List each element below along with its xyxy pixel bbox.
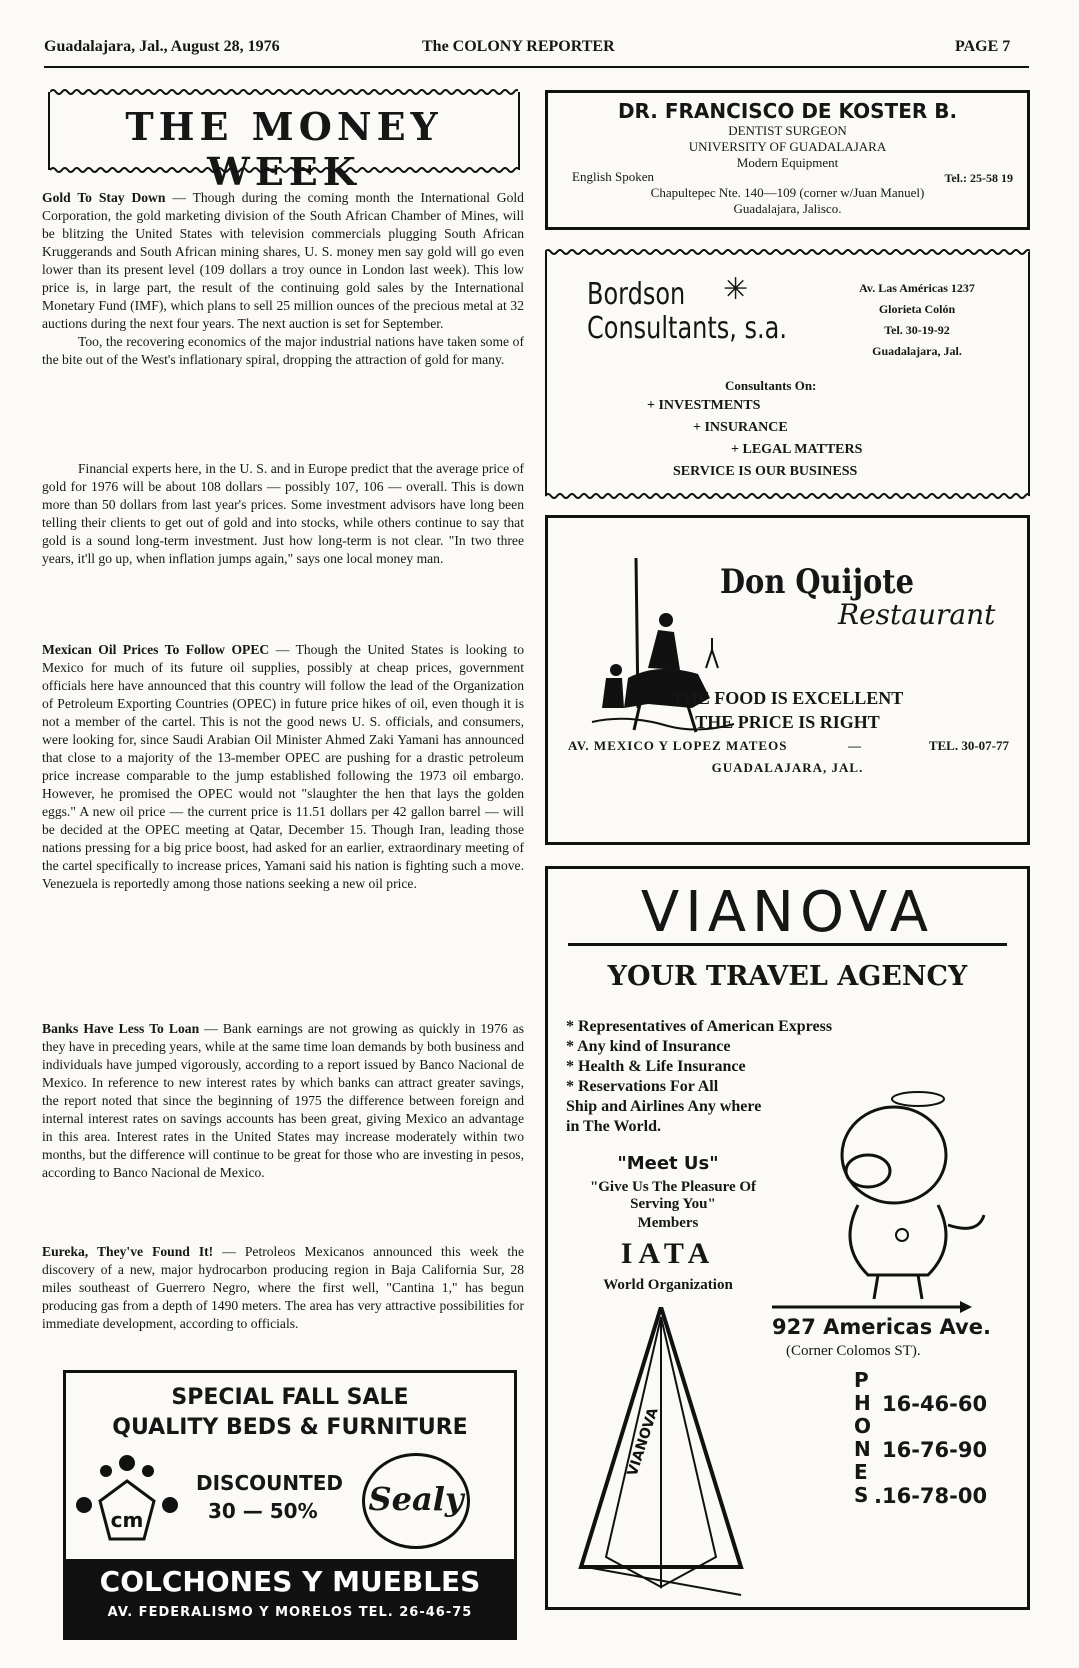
- ad-vianova: [545, 866, 1030, 1610]
- donquijote-city: GUADALAJARA, JAL.: [711, 760, 864, 775]
- bordson-item1: + INVESTMENTS: [647, 398, 761, 413]
- article-gold-forecast: [42, 460, 524, 568]
- vianova-b2-label: Any kind of Insurance: [577, 1038, 731, 1055]
- sealy-brand: Sealy: [368, 1480, 464, 1518]
- vianova-building-text: VIANOVA: [624, 1405, 662, 1479]
- vianova-bullet4: * Reservations For All: [566, 1078, 719, 1095]
- donquijote-address: AV. MEXICO Y LOPEZ MATEOS: [568, 738, 788, 753]
- vianova-world: World Organization: [603, 1277, 733, 1293]
- asterisk-icon: ✳: [723, 272, 749, 307]
- bordson-wavy-top: [545, 248, 1030, 256]
- dentist-university: UNIVERSITY OF GUADALAJARA: [688, 139, 887, 154]
- sale-line2: QUALITY BEDS & FURNITURE: [112, 1415, 468, 1440]
- sealy-logo: [362, 1453, 470, 1549]
- vianova-building-icon: [566, 1307, 756, 1597]
- article-eureka-head: Eureka, They've Found It!: [42, 1244, 214, 1259]
- cm-logo-letters: cm: [110, 1508, 144, 1532]
- sale-percent: 30 — 50%: [208, 1499, 318, 1523]
- vianova-bullet3: * Health & Life Insurance: [566, 1058, 746, 1075]
- ad-sale: [63, 1370, 517, 1640]
- vianova-b3-label: Health & Life Insurance: [578, 1058, 746, 1075]
- vianova-b4-label: Reservations For All: [578, 1078, 719, 1095]
- bordson-addr2: Glorieta Colón: [878, 302, 956, 316]
- wavy-border-bottom: [50, 166, 518, 174]
- donquijote-line1: THE FOOD IS EXCELLENT: [671, 688, 904, 708]
- vianova-address: 927 Americas Ave.: [772, 1315, 991, 1339]
- article-gold-p2: Too, the recovering economics of the major industrial nations have taken some of the bite out of the West's inflationary spiral, dropping the attraction of gold for many.: [42, 334, 524, 367]
- bordson-service: SERVICE IS OUR BUSINESS: [673, 464, 858, 479]
- bordson-addr1: Av. Las Américas 1237: [859, 281, 975, 295]
- sale-discounted: DISCOUNTED: [196, 1471, 344, 1495]
- vianova-meet: "Meet Us": [617, 1153, 719, 1174]
- bordson-item2-label: INSURANCE: [704, 420, 788, 435]
- article-gold-p3: Financial experts here, in the U. S. and in Europe predict that the average price of gold for 1976 will be about 108 dollars — possibly 107, 106 — overall. This is down more than 50 dollars from last year's prices. Some investment advisors have long been telling their clients to get out of gold and into stocks, while others continue to say that gold is a sound long-term investment. Just how long-term is not clear. "In two three years, it'll go up, when inflation jumps again," says one local money man.: [42, 461, 524, 566]
- bordson-wavy-bottom: [545, 492, 1030, 500]
- bordson-item3-label: LEGAL MATTERS: [742, 442, 863, 457]
- vianova-mascot-icon: [798, 1085, 998, 1305]
- vianova-corner: (Corner Colomos ST).: [786, 1343, 921, 1359]
- dentist-name: DR. FRANCISCO DE KOSTER B.: [617, 99, 958, 123]
- phones-letter-h: H: [854, 1391, 871, 1415]
- dentist-english: English Spoken: [572, 169, 654, 184]
- dentist-equipment: Modern Equipment: [736, 155, 839, 170]
- phones-letter-s: S: [854, 1483, 869, 1507]
- sale-line1: SPECIAL FALL SALE: [171, 1385, 409, 1410]
- bordson-consultants-on: Consultants On:: [725, 378, 817, 393]
- vianova-b1-label: Representatives of American Express: [578, 1018, 833, 1035]
- dentist-address: Chapultepec Nte. 140—109 (corner w/Juan Manuel): [650, 185, 925, 200]
- vianova-bullet1: * Representatives of American Express: [566, 1018, 833, 1035]
- sale-store-banner: [66, 1559, 514, 1637]
- article-eureka-body: — Petroleos Mexicanos announced this week the discovery of a new, major hydrocarbon producing region in Baja California Sur, 28 miles southeast of Guerrero Negro, where the first well, "Cantina 1," has begun producing gas from a depth of 1490 meters. The area has very attractive possibilities for immediate development, according to officials.: [42, 1244, 525, 1331]
- vianova-members: Members: [637, 1215, 699, 1231]
- ad-bordson: [545, 252, 1030, 496]
- article-oil-head: Mexican Oil Prices To Follow OPEC: [42, 642, 270, 657]
- wavy-border-top: [50, 88, 518, 96]
- bordson-item1-label: INVESTMENTS: [658, 398, 761, 413]
- vianova-phone3: .16-78-00: [874, 1484, 988, 1508]
- vianova-give: "Give Us The Pleasure Of Serving You": [589, 1179, 757, 1212]
- donquijote-line2: THE PRICE IS RIGHT: [695, 712, 880, 732]
- bordson-addr4: Guadalajara, Jal.: [872, 344, 962, 358]
- masthead-title: The COLONY REPORTER: [422, 38, 615, 55]
- masthead-left: Guadalajara, Jal., August 28, 1976: [44, 38, 280, 55]
- dentist-tel: Tel.: 25-58 19: [944, 171, 1013, 185]
- donquijote-logo: Don Quijote: [720, 562, 915, 602]
- dentist-city: Guadalajara, Jalisco.: [733, 201, 842, 216]
- masthead-rule: [44, 66, 1029, 68]
- don-quijote-illustration-icon: [588, 558, 738, 738]
- phones-letter-o: O: [854, 1414, 872, 1438]
- article-gold: [42, 189, 524, 369]
- ad-donquijote: [545, 515, 1030, 845]
- article-banks-head: Banks Have Less To Loan: [42, 1021, 200, 1036]
- article-gold-head: Gold To Stay Down: [42, 190, 166, 205]
- cm-logo-icon: [72, 1451, 182, 1547]
- phones-letter-n: N: [854, 1437, 871, 1461]
- vianova-phone1: 16-46-60: [882, 1392, 988, 1416]
- article-banks-body: — Bank earnings are not growing as quickly in 1976 as they have in preceding years, while at the same time loan demands by both business and individuals have jumped vigorously, according to a report issued by Banco Nacional de Mexico. In reference to new interest rates by which banks can attract greater savings, the report noted that since the beginning of 1975 the difference between foreign and internal interest rates on savings accounts has been great, giving Mexico an advantage in this area. Interest rates in the United States may increase moderately within two months, but the difference will continue to be great for those who are investing in pesos, according to Banco Nacional de Mexico.: [42, 1021, 524, 1180]
- donquijote-tel: TEL. 30-07-77: [928, 738, 1009, 753]
- vianova-iata: IATA: [620, 1237, 716, 1270]
- sale-store-address: AV. FEDERALISMO Y MORELOS TEL. 26-46-75: [107, 1605, 473, 1620]
- ad-dentist: [545, 90, 1030, 230]
- article-oil: [42, 641, 524, 893]
- bordson-logo: [587, 278, 787, 346]
- vianova-bullet4b: Ship and Airlines Any where in The World.: [566, 1098, 762, 1135]
- article-banks: [42, 1020, 524, 1182]
- bordson-addr3: Tel. 30-19-92: [884, 323, 950, 337]
- phones-letter-e: E: [854, 1460, 868, 1484]
- bordson-address: [817, 278, 1017, 362]
- article-oil-body: — Though the United States is looking to Mexico for much of its future oil supplies, possibly at cheap prices, government officials here have announced that this country will follow the lead of the Organization of Petroleum Exporting Countries (OPEC) in future price hikes of oil, even though it is not a member of the cartel. This is not the good news U. S. officials, and consumers, were looking for, since Saudi Arabian Oil Minister Ahmed Zaki Yamani has announced that close to a majority of the 13-member OPEC are pushing for a drastic petroleum price increase comparable to the jump established following the 1973 oil embargo. However, he promised the OPEC would not "slaughter the hen that lays the golden eggs." A new oil price — the current price is 11.51 dollars per 42 gallon barrel — will be decided at the OPEC meeting at Qatar, December 15. Though Iran, leading those nations pressing for a big price boost, had asked for an earlier, extraordinary meeting of the cartel specifically to increase prices, Yamani said his nation is fighting such a move. Venezuela is reportedly among those nations seeking a new oil price.: [42, 642, 525, 891]
- bordson-item2: + INSURANCE: [693, 420, 788, 435]
- bordson-logo-line1: Bordson: [587, 277, 686, 312]
- vianova-bullet2: * Any kind of Insurance: [566, 1038, 731, 1055]
- donquijote-dash: —: [848, 738, 861, 753]
- vianova-logo: VIANOVA: [568, 883, 1007, 946]
- dentist-title: DENTIST SURGEON: [728, 123, 847, 138]
- bordson-logo-line2: Consultants, s.a.: [587, 311, 788, 346]
- vianova-phone2: 16-76-90: [882, 1438, 988, 1462]
- donquijote-sub: Restaurant: [838, 598, 996, 631]
- vianova-phones-label: [854, 1369, 874, 1507]
- column-title-box: [48, 92, 520, 194]
- phones-letter-p: P: [854, 1368, 869, 1392]
- page-number: PAGE 7: [955, 38, 1011, 55]
- article-gold-body: — Though during the coming month the International Gold Corporation, the gold marketing division of the South African Chamber of Mines, will be blitzing the United States with television commercials plugging South African Kruggerands and South African mining shares, U. S. money men say gold will go even lower than its present level (109 dollars a troy ounce in London last week). This low price is, in large part, the result of the continuing gold sales by the International Monetary Fund (IMF), which plans to sell 25 million ounces of the precious metal at 32 auctions during the next four years. The next auction is set for September.: [42, 190, 524, 331]
- bordson-item3: + LEGAL MATTERS: [731, 442, 863, 457]
- column-title: THE MONEY WEEK: [125, 104, 443, 194]
- arrow-right-icon: [772, 1301, 972, 1313]
- article-eureka: [42, 1243, 524, 1333]
- sale-store-name: COLCHONES Y MUEBLES: [99, 1565, 481, 1598]
- vianova-tagline: YOUR TRAVEL AGENCY: [607, 961, 968, 992]
